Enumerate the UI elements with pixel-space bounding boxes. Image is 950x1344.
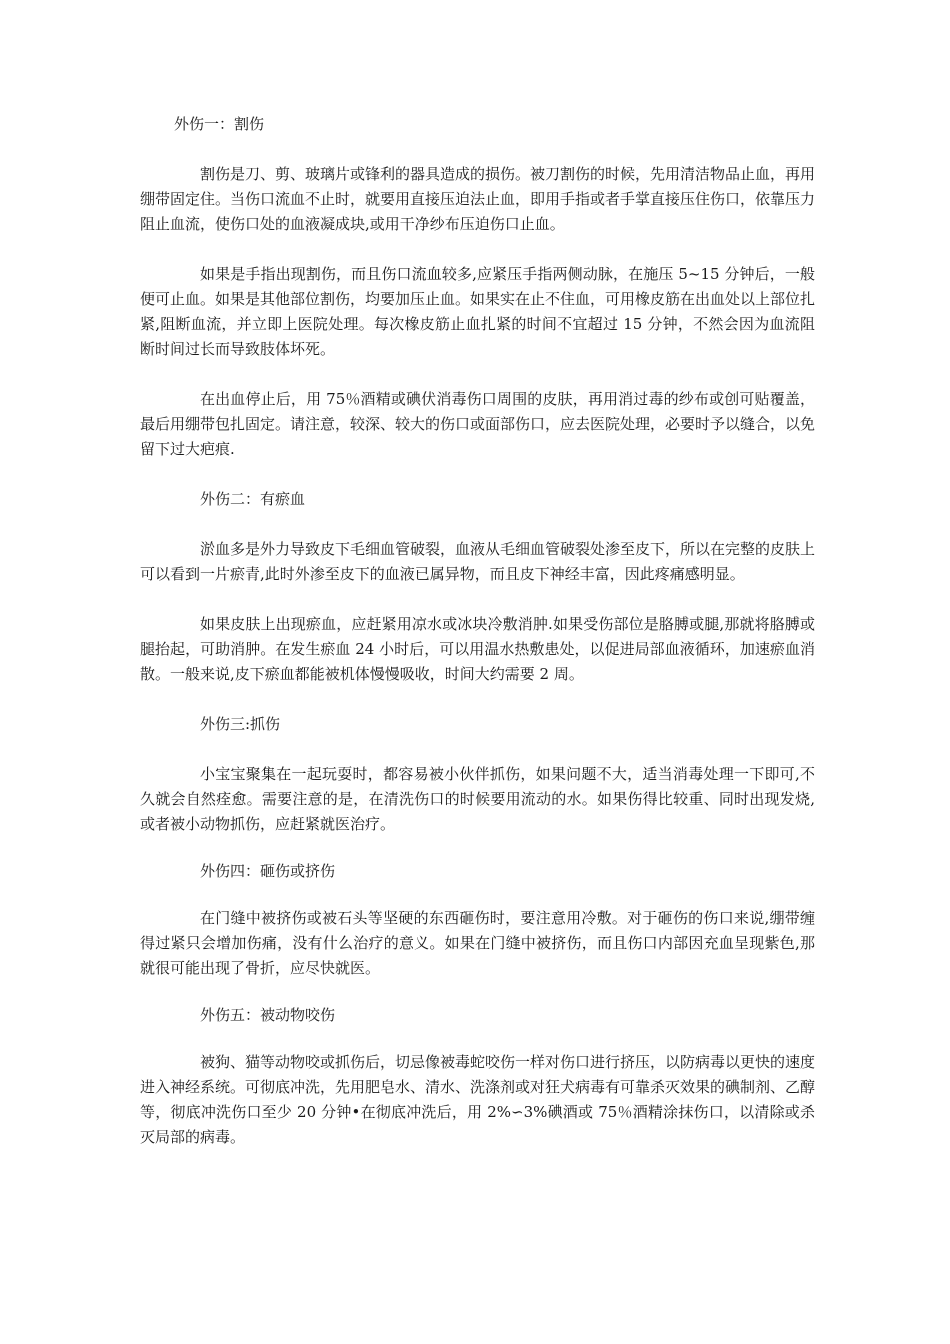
- paragraph-cut-2: 如果是手指出现割伤，而且伤口流血较多,应紧压手指两侧动脉，在施压 5~15 分钟后，一般便可止血。如果是其他部位割伤，均要加压止血。如果实在止不住血，可用橡皮筋在出血处以上部位扎紧,阻断血流，并立即上医院处理。每次橡皮筋止血扎紧的时间不宜超过 15 分钟，不然会因为血流阻断时间过长而导致肢体坏死。: [140, 265, 816, 358]
- paragraph-scratch-1: 小宝宝聚集在一起玩耍时，都容易被小伙伴抓伤，如果问题不大，适当消毒处理一下即可,不久就会自然痊愈。需要注意的是，在清洗伤口的时候要用流动的水。如果伤得比较重、同时出现发烧,或者被小动物抓伤，应赶紧就医治疗。: [140, 765, 815, 833]
- section-heading-crush: 外伤四：砸伤或挤伤: [200, 862, 336, 880]
- section-heading-scratch: 外伤三:抓伤: [200, 715, 281, 733]
- paragraph-bruise-1: 淤血多是外力导致皮下毛细血管破裂，血液从毛细血管破裂处渗至皮下，所以在完整的皮肤上可以看到一片瘀青,此时外渗至皮下的血液已属异物，而且皮下神经丰富，因此疼痛感明显。: [140, 540, 816, 583]
- document-body: [140, 112, 815, 1150]
- paragraph-cut-1: 割伤是刀、剪、玻璃片或锋利的器具造成的损伤。被刀割伤的时候，先用清洁物品止血，再用绷带固定住。当伤口流血不止时，就要用直接压迫法止血，即用手指或者手掌直接压住伤口，依靠压力阻止血流，使伤口处的血液凝成块,或用干净纱布压迫伤口止血。: [140, 165, 816, 233]
- paragraph-cut-3: 在出血停止后，用 75％酒精或碘伏消毒伤口周围的皮肤，再用消过毒的纱布或创可贴覆盖，最后用绷带包扎固定。请注意，较深、较大的伤口或面部伤口，应去医院处理，必要时予以缝合，以免留下过大疤痕.: [140, 390, 816, 458]
- section-heading-animal-bite: 外伤五：被动物咬伤: [200, 1006, 336, 1024]
- section-heading-bruise: 外伤二：有瘀血: [200, 490, 306, 508]
- paragraph-animal-bite-1: 被狗、猫等动物咬或抓伤后，切忌像被毒蛇咬伤一样对伤口进行挤压，以防病毒以更快的速度进入神经系统。可彻底冲洗，先用肥皂水、清水、洗涤剂或对狂犬病毒有可靠杀灭效果的碘制剂、乙醇等，彻底冲洗伤口至少 20 分钟•在彻底冲洗后，用 2%∽3%碘酒或 75％酒精涂抹伤口，以清除或杀灭局部的病毒。: [140, 1053, 816, 1146]
- paragraph-crush-1: 在门缝中被挤伤或被石头等坚硬的东西砸伤时，要注意用冷敷。对于砸伤的伤口来说,绷带缠得过紧只会增加伤痛，没有什么治疗的意义。如果在门缝中被挤伤，而且伤口内部因充血呈现紫色,那就很可能出现了骨折，应尽快就医。: [140, 909, 815, 977]
- section-heading-cut: 外伤一：割伤: [174, 115, 265, 133]
- paragraph-bruise-2: 如果皮肤上出现瘀血，应赶紧用凉水或冰块冷敷消肿.如果受伤部位是胳膊或腿,那就将胳膊或腿抬起，可助消肿。在发生瘀血 24 小时后，可以用温水热敷患处，以促进局部血液循环，加速瘀血消散。一般来说,皮下瘀血都能被机体慢慢吸收，时间大约需要 2 周。: [140, 615, 815, 683]
